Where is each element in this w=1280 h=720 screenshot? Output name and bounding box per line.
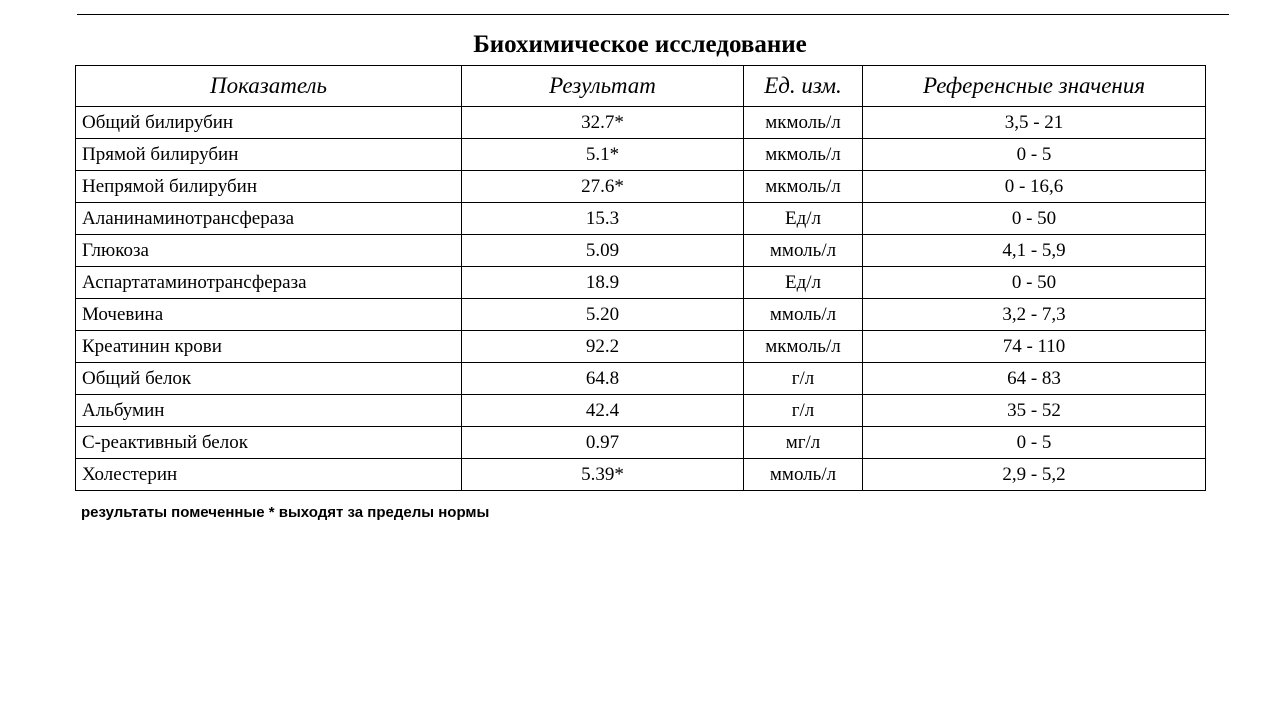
reference-range: 64 - 83 (863, 363, 1206, 395)
table-row (76, 299, 1206, 331)
result-value: 18.9 (462, 267, 744, 299)
result-value: 5.09 (462, 235, 744, 267)
reference-range: 74 - 110 (863, 331, 1206, 363)
column-header-indicator: Показатель (76, 66, 462, 107)
unit-value: мкмоль/л (744, 139, 863, 171)
indicator-name: Аланинаминотрансфераза (76, 203, 462, 235)
indicator-name: Общий белок (76, 363, 462, 395)
table-header-row (76, 66, 1206, 107)
reference-range: 0 - 5 (863, 139, 1206, 171)
top-divider (77, 14, 1229, 15)
indicator-name: Мочевина (76, 299, 462, 331)
reference-range: 0 - 50 (863, 203, 1206, 235)
page-title: Биохимическое исследование (473, 31, 807, 58)
unit-value: мкмоль/л (744, 331, 863, 363)
table-row (76, 171, 1206, 203)
footnote: результаты помеченные * выходят за пределы нормы (81, 504, 490, 521)
table-row (76, 203, 1206, 235)
table-row (76, 267, 1206, 299)
unit-value: Ед/л (744, 267, 863, 299)
unit-value: г/л (744, 395, 863, 427)
column-header-reference: Референсные значения (863, 66, 1206, 107)
unit-value: ммоль/л (744, 235, 863, 267)
unit-value: г/л (744, 363, 863, 395)
table-row (76, 107, 1206, 139)
table-row (76, 395, 1206, 427)
unit-value: ммоль/л (744, 459, 863, 491)
indicator-name: Общий билирубин (76, 107, 462, 139)
results-table (75, 65, 1206, 491)
indicator-name: Непрямой билирубин (76, 171, 462, 203)
result-value: 64.8 (462, 363, 744, 395)
result-value: 92.2 (462, 331, 744, 363)
reference-range: 3,5 - 21 (863, 107, 1206, 139)
unit-value: мкмоль/л (744, 171, 863, 203)
result-value: 15.3 (462, 203, 744, 235)
unit-value: ммоль/л (744, 299, 863, 331)
indicator-name: Глюкоза (76, 235, 462, 267)
result-value: 5.39* (462, 459, 744, 491)
table-row (76, 459, 1206, 491)
table-row (76, 139, 1206, 171)
column-header-unit: Ед. изм. (744, 66, 863, 107)
reference-range: 0 - 16,6 (863, 171, 1206, 203)
table-row (76, 363, 1206, 395)
reference-range: 3,2 - 7,3 (863, 299, 1206, 331)
indicator-name: Прямой билирубин (76, 139, 462, 171)
table-row (76, 235, 1206, 267)
result-value: 0.97 (462, 427, 744, 459)
table-row (76, 427, 1206, 459)
indicator-name: Креатинин крови (76, 331, 462, 363)
column-header-result: Результат (462, 66, 744, 107)
reference-range: 0 - 50 (863, 267, 1206, 299)
reference-range: 4,1 - 5,9 (863, 235, 1206, 267)
reference-range: 35 - 52 (863, 395, 1206, 427)
result-value: 5.20 (462, 299, 744, 331)
unit-value: Ед/л (744, 203, 863, 235)
result-value: 27.6* (462, 171, 744, 203)
table-row (76, 331, 1206, 363)
reference-range: 0 - 5 (863, 427, 1206, 459)
result-value: 5.1* (462, 139, 744, 171)
indicator-name: Альбумин (76, 395, 462, 427)
unit-value: мг/л (744, 427, 863, 459)
result-value: 32.7* (462, 107, 744, 139)
indicator-name: Аспартатаминотрансфераза (76, 267, 462, 299)
indicator-name: С-реактивный белок (76, 427, 462, 459)
reference-range: 2,9 - 5,2 (863, 459, 1206, 491)
unit-value: мкмоль/л (744, 107, 863, 139)
result-value: 42.4 (462, 395, 744, 427)
indicator-name: Холестерин (76, 459, 462, 491)
